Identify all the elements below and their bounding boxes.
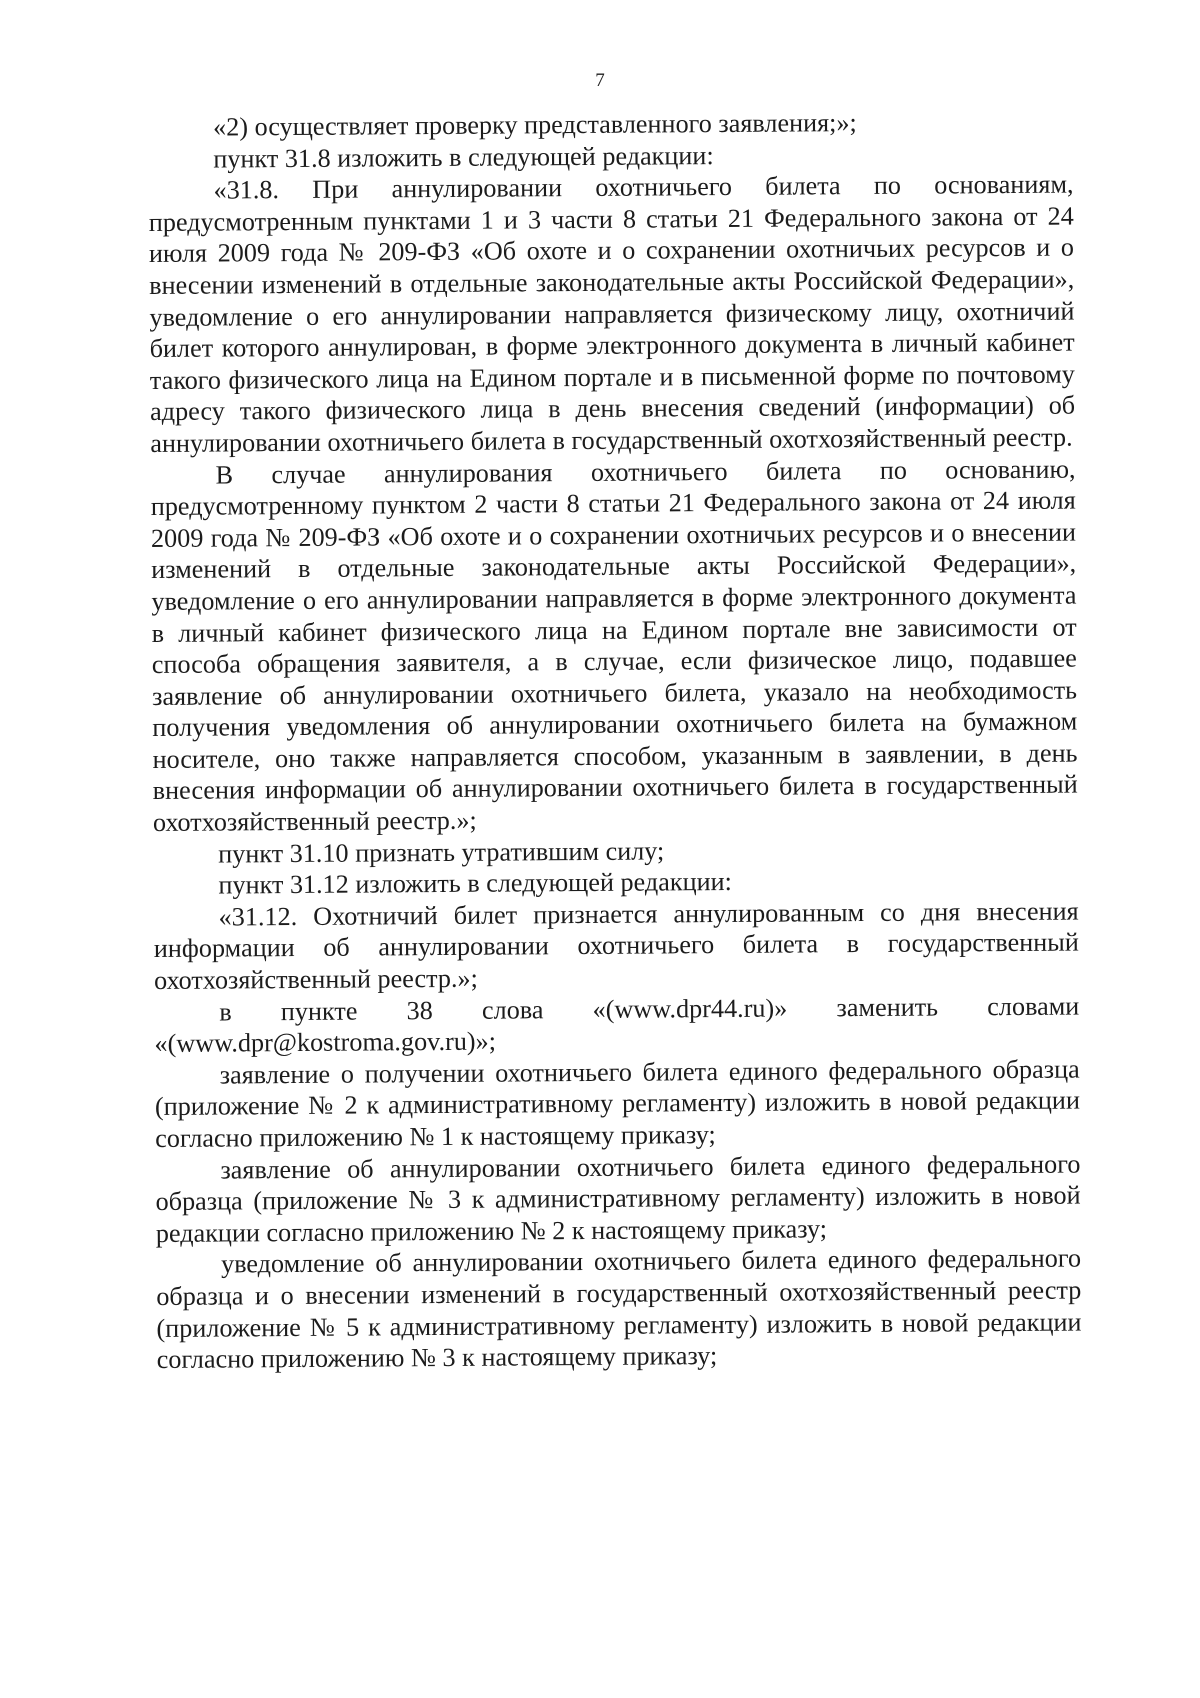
- page-number: 7: [595, 70, 605, 91]
- paragraph: пункт 31.12 изложить в следующей редакции:: [218, 867, 732, 900]
- paragraph: пункт 31.8 изложить в следующей редакции:: [213, 140, 714, 174]
- paragraph: В случае аннулирования охотничьего билета по основанию, предусмотренному пунктом 2 части 8 статьи 21 Федерального закона от 24 июля 2009 года № 209-ФЗ «Об охоте и о сохранении охотничьих ресурсов и о внесении изменений в отдельные законодательные акты Российской Федерации», уведомление о его аннулировании направляется в форме электронного документа в личный кабинет физического лица на Едином портале вне зависимости от способа обращения заявителя, а в случае, если физическое лицо, подавшее заявление об аннулировании охотничьего билета, указало на необходимость получения уведомления об аннулировании охотничьего билета на бумажном носителе, оно также направляется способом, указанным в заявлении, в день внесения информации об аннулировании охотничьего билета в государственный охотхозяйственный реестр.»;: [150, 454, 1078, 838]
- paragraph: уведомление об аннулировании охотничьего билета единого федерального образца и о внесении изменений в государственный охотхозяйственный реестр (приложение № 5 к административному регламенту) изложить в новой редакции согласно приложению № 3 к настоящему приказу;: [156, 1243, 1082, 1375]
- paragraph: заявление о получении охотничьего билета единого федерального образца (приложение № 2 к административному регламенту) изложить в новой редакции согласно приложению № 1 к настоящему приказу;: [154, 1054, 1081, 1153]
- paragraph: пункт 31.10 признать утратившим силу;: [218, 836, 665, 869]
- paragraph: «31.8. При аннулировании охотничьего билета по основаниям, предусмотренным пунктами 1 и 3 части 8 статьи 21 Федерального закона от 24 июля 2009 года № 209-ФЗ «Об охоте и о сохранении охотничьих ресурсов и о внесении изменений в отдельные законодательные акты Российской Федерации», уведомление о его аннулировании направляется физическому лицу, охотничий билет которого аннулирован, в форме электронного документа в личный кабинет такого физического лица на Едином портале и в письменной форме по почтовому адресу такого физического лица в день внесения сведений (информации) об аннулировании охотничьего билета в государственный охотхозяйственный реестр.: [148, 169, 1076, 458]
- document-body: [148, 106, 1082, 1376]
- paragraph: «31.12. Охотничий билет признается аннулированным со дня внесения информации об аннулировании охотничьего билета в государственный охотхозяйственный реестр.»;: [153, 896, 1079, 996]
- paragraph: заявление об аннулировании охотничьего билета единого федерального образца (приложение № 3 к административному регламенту) изложить в новой редакции согласно приложению № 2 к настоящему приказу;: [155, 1149, 1081, 1248]
- paragraph: в пункте 38 слова «(www.dpr44.ru)» заменить словами «(www.dpr@kostroma.gov.ru)»;: [154, 991, 1080, 1059]
- paragraph: «2) осуществляет проверку представленного заявления;»;: [213, 108, 857, 142]
